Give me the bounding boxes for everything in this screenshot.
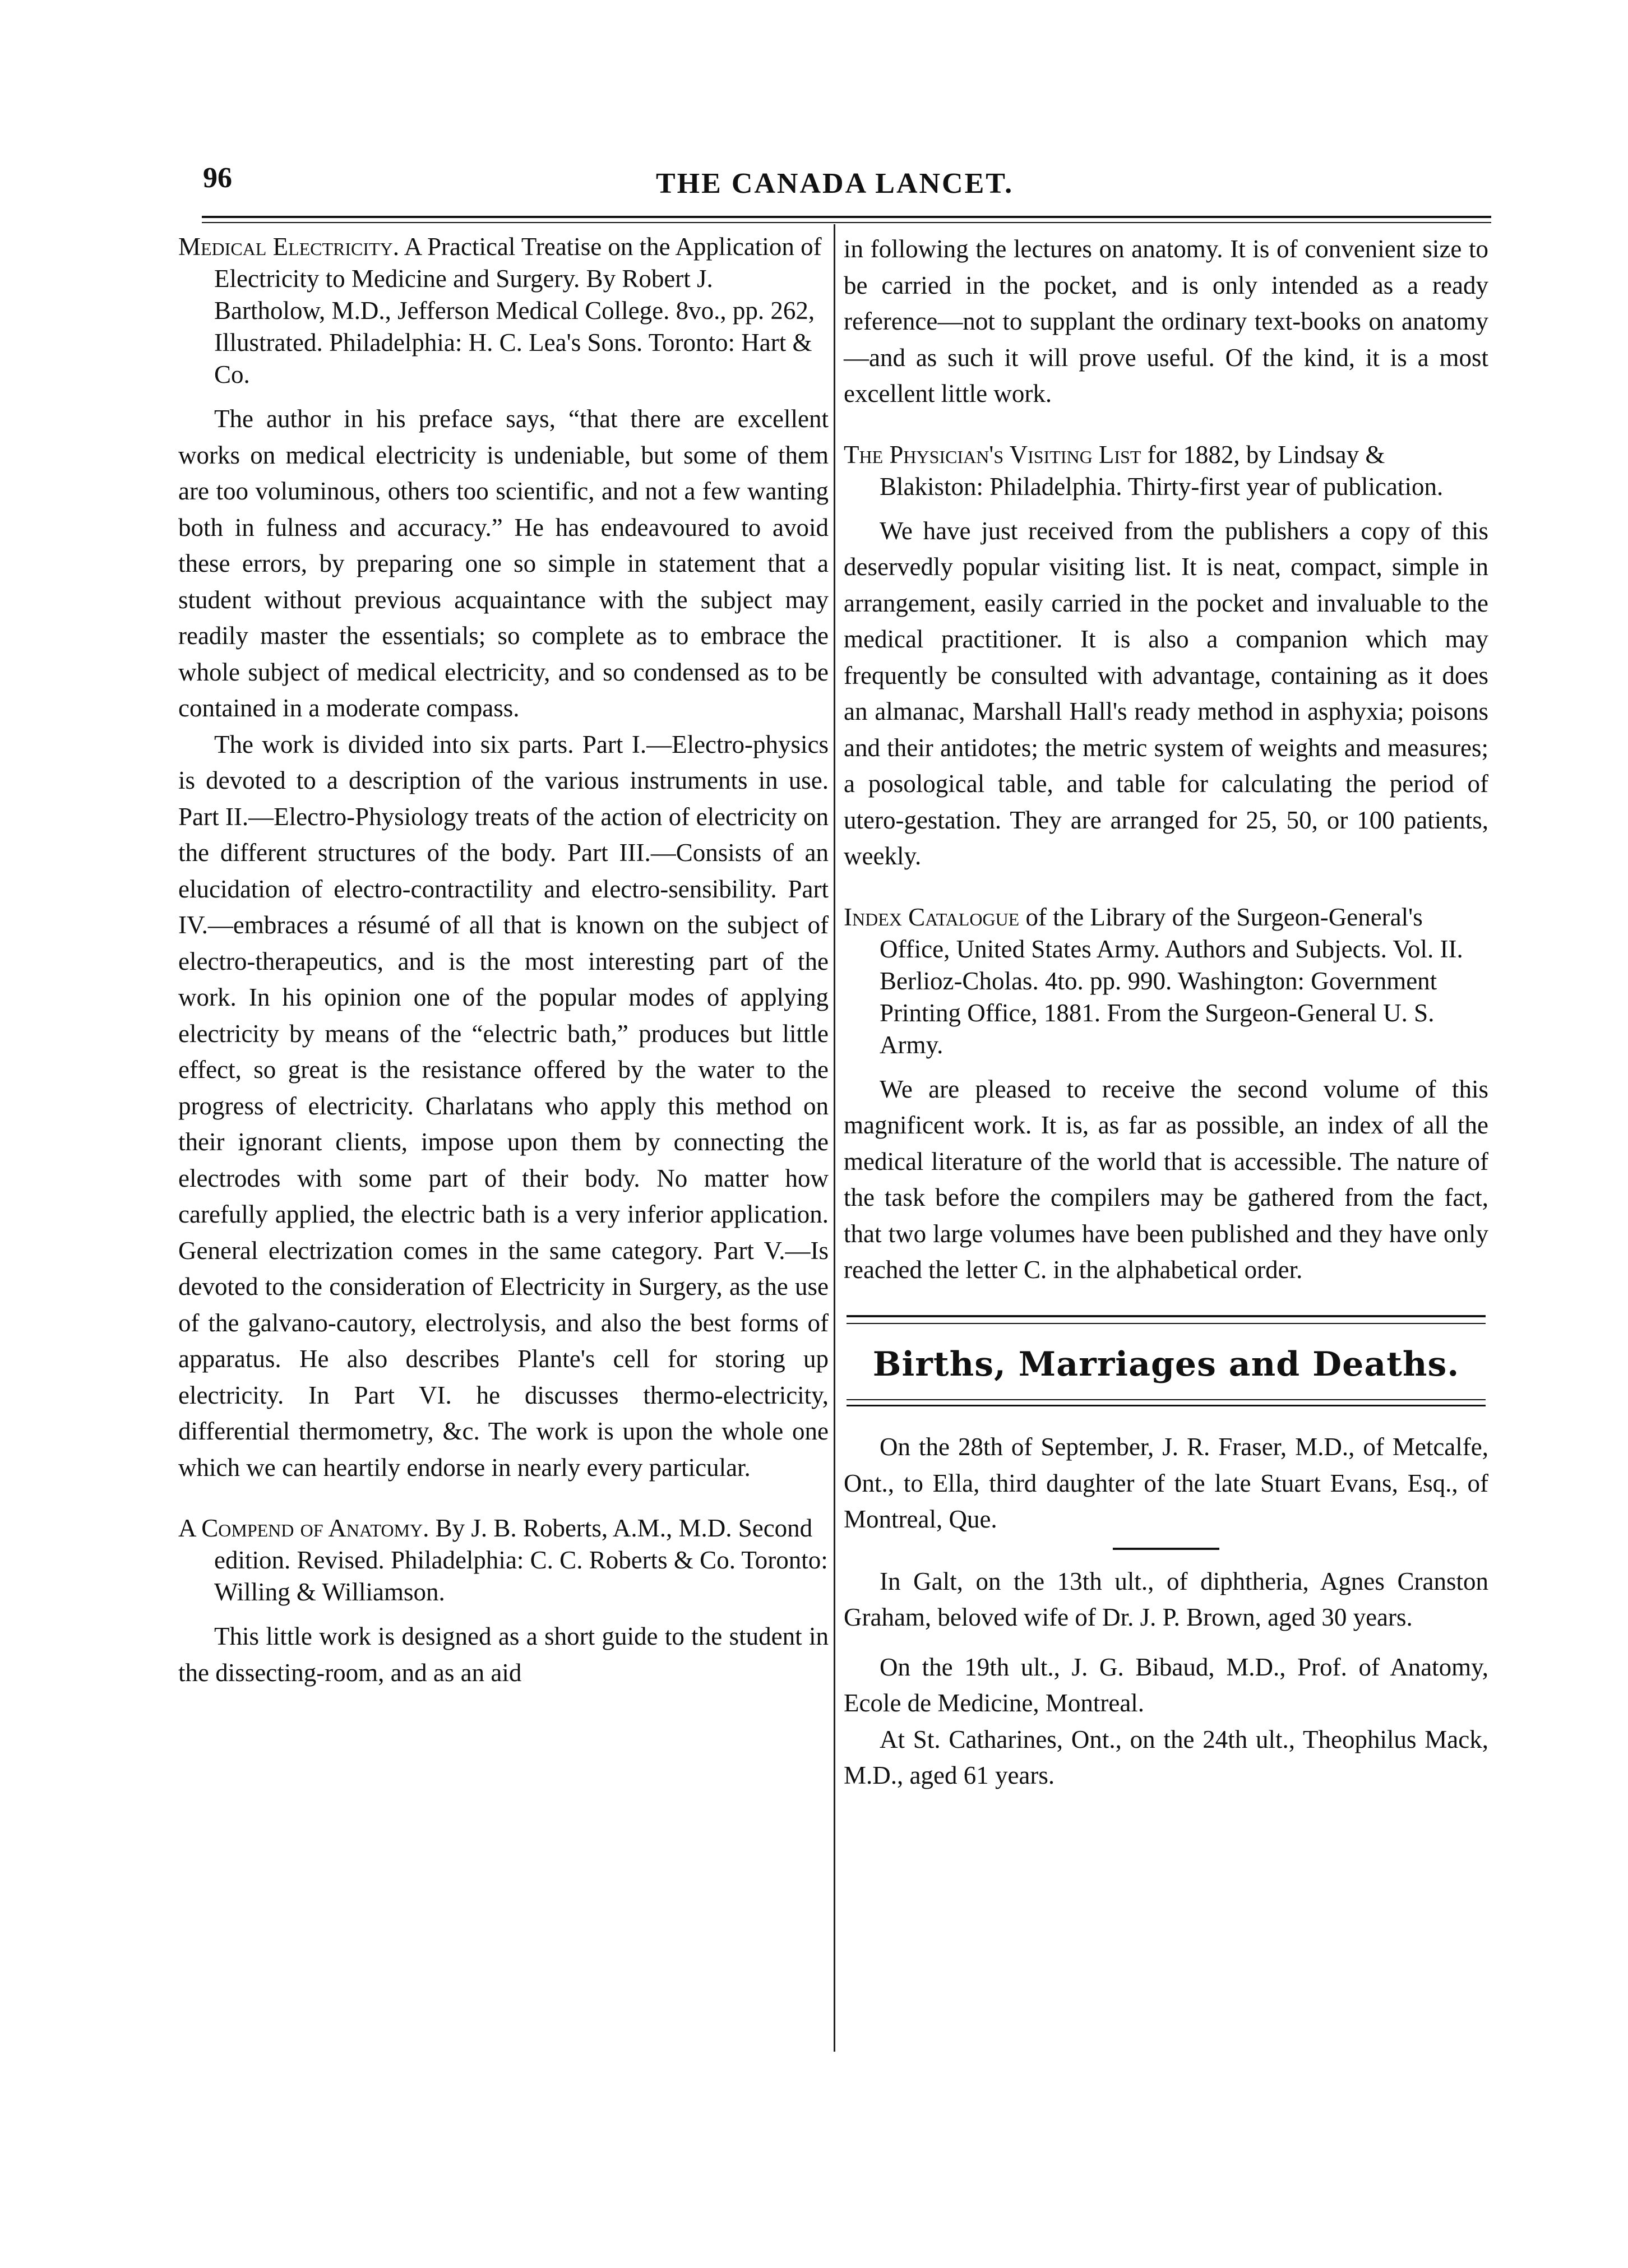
review-heading bbox=[844, 901, 1488, 1061]
review-paragraph: We have just received from the publishers a copy of this deservedly popular visiting list. It is neat, compact, simple in arrangement, easily carried in the pocket and invaluable to the medical practitioner. It is also a companion which may frequently be consulted with advantage, containing as it does an almanac, Marshall Hall's ready method in asphyxia; poisons and their antidotes; the metric system of weights and measures; a posological table, and table for calculating the period of utero-gestation. They are arranged for 25, 50, or 100 patients, weekly. bbox=[844, 516, 1488, 870]
review-heading bbox=[178, 231, 829, 391]
page-number: 96 bbox=[203, 162, 232, 194]
notices-list bbox=[844, 1429, 1488, 1794]
review-paragraph: The work is divided into six parts. Part I.—Electro-physics is devoted to a description of the various instruments in use. Part II.—Electro-Physiology treats of the action of electricity on the different structures of the body. Part III.—Consists of an elucidation of electro-contractility and electro-sensibility. Part IV.—embraces a résumé of all that is known on the subject of electro-therapeutics, and is the most interesting part of the work. In his opinion one of the popular modes of applying electricity by means of the “electric bath,” produces but little effect, so great is the resistance offered by the water to the progress of electricity. Charlatans who apply this method on their ignorant clients, impose upon them by connecting the electrodes with some part of their body. No matter how carefully applied, the electric bath is a very inferior application. General electrization comes in the same category. Part V.—Is devoted to the consideration of Electricity in Surgery, as the use of the galvano-cautory, electrolysis, and also the best forms of apparatus. He also describes Plante's cell for storing up electricity. In Part VI. he discusses thermo-electricity, differential thermometry, &c. The work is upon the whole one which we can heartily endorse in nearly every particular. bbox=[178, 730, 829, 1482]
review-continuation: in following the lectures on anatomy. It is of convenient size to be carried in the pocket, and is only intended as a ready reference—not to supplant the ordinary text-books on anatomy—and as such it will prove useful. Of the kind, it is a most excellent little work. bbox=[844, 235, 1488, 408]
column-divider bbox=[834, 224, 835, 2052]
notice-item: On the 19th ult., J. G. Bibaud, M.D., Prof. of Anatomy, Ecole de Medicine, Montreal. bbox=[844, 1653, 1488, 1717]
review-title: Index Catalogue bbox=[844, 902, 1020, 931]
births-marriages-deaths-heading: Births, Marriages and Deaths. bbox=[872, 1344, 1460, 1384]
header-rule-bottom bbox=[202, 222, 1491, 223]
review-heading bbox=[844, 439, 1488, 503]
review-citation: of the Library of the Surgeon-General's Office, United States Army. Authors and Subjects. Vol. II. Berlioz-Cholas. 4to. pp. 990. Washington: Government Printing Office, 1881. From the Surgeon-General U. S. Army. bbox=[880, 902, 1463, 1059]
review-paragraph: The author in his preface says, “that there are excellent works on medical electricity is undeniable, but some of them are too voluminous, others too scientific, and not a few wanting both in fulness and accuracy.” He has endeavoured to avoid these errors, by preparing one so simple in statement that a student without previous acquaintance with the subject may readily master the essentials; so complete as to embrace the whole subject of medical electricity, and so condensed as to be contained in a moderate compass. bbox=[178, 405, 829, 722]
notice-divider bbox=[1113, 1548, 1219, 1550]
review-citation: By J. B. Roberts, A.M., M.D. Second edition. Revised. Philadelphia: C. C. Roberts & Co. Toronto: Willing & Williamson. bbox=[214, 1514, 828, 1606]
review-compend-of-anatomy bbox=[178, 1512, 829, 1691]
review-paragraph: This little work is designed as a short guide to the student in the dissecting-room, and as an aid bbox=[178, 1622, 829, 1687]
review-medical-electricity bbox=[178, 231, 829, 1485]
notice-item: In Galt, on the 13th ult., of diphtheria, Agnes Cranston Graham, beloved wife of Dr. J. P. Brown, aged 30 years. bbox=[844, 1567, 1488, 1631]
left-column bbox=[178, 231, 829, 1691]
review-physicians-visiting-list bbox=[844, 439, 1488, 874]
right-column bbox=[844, 231, 1488, 1794]
review-citation: for 1882, by Lindsay & Blakiston: Philadelphia. Thirty-first year of publication. bbox=[880, 440, 1444, 501]
header-rule-top bbox=[202, 216, 1491, 218]
running-title: THE CANADA LANCET. bbox=[656, 168, 1014, 200]
notice-item: On the 28th of September, J. R. Fraser, M.D., of Metcalfe, Ont., to Ella, third daughter of the late Stuart Evans, Esq., of Montreal, Que. bbox=[844, 1433, 1488, 1533]
review-paragraph: We are pleased to receive the second volume of this magnificent work. It is, as far as possible, an index of all the medical literature of the world that is accessible. The nature of the task before the compilers may be gathered from the fact, that two large volumes have been published and they have only reached the letter C. in the alphabetical order. bbox=[844, 1075, 1488, 1284]
review-heading bbox=[178, 1512, 829, 1608]
review-title: A Compend of Anatomy. bbox=[178, 1514, 429, 1542]
review-citation: A Practical Treatise on the Application of Electricity to Medicine and Surgery. By Robert J. Bartholow, M.D., Jefferson Medical College. 8vo., pp. 262, Illustrated. Philadelphia: H. C. Lea's Sons. Toronto: Hart & Co. bbox=[214, 233, 822, 388]
notice-item: At St. Catharines, Ont., on the 24th ult., Theophilus Mack, M.D., aged 61 years. bbox=[844, 1725, 1488, 1789]
review-index-catalogue bbox=[844, 901, 1488, 1288]
review-title: The Physician's Visiting List bbox=[844, 440, 1141, 469]
review-title: Medical Electricity. bbox=[178, 233, 399, 261]
